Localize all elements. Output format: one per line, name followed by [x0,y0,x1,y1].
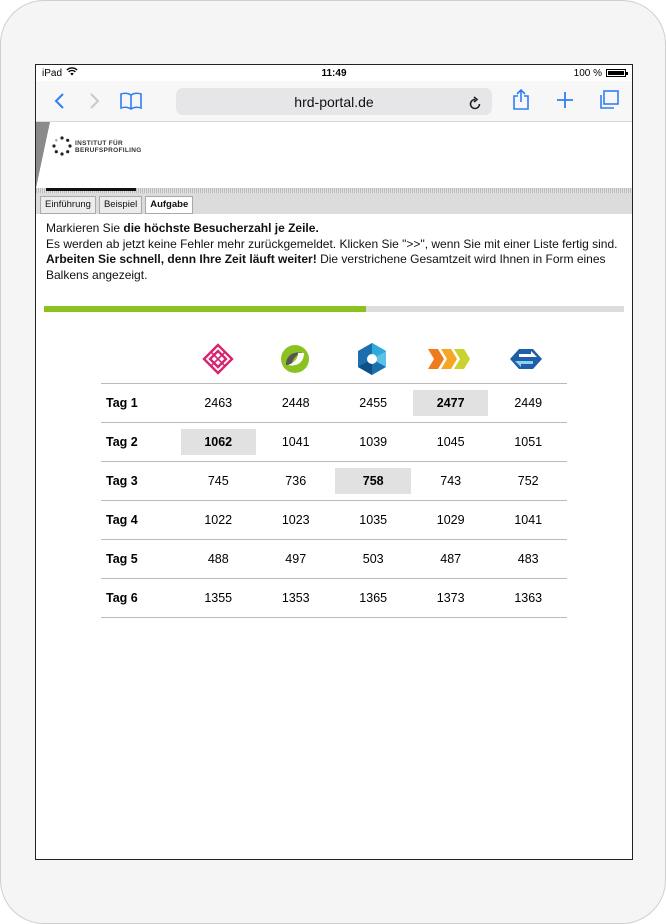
table-row [101,579,567,618]
table-row [101,384,567,423]
visitor-count-cell[interactable] [180,423,257,462]
clock: 11:49 [321,67,347,79]
pink-diamond-logo [179,334,256,383]
visitor-count-cell[interactable] [412,423,489,462]
visitor-count-cell[interactable] [180,462,257,501]
visitor-count-value: 2448 [281,396,310,410]
browser-toolbar [36,81,632,122]
visitor-count-cell[interactable] [489,579,567,618]
visitor-count-value: 1029 [436,513,465,527]
table-row [101,501,567,540]
blue-hexagon-logo [333,334,410,383]
logo-line1: INSTITUT FÜR [75,140,124,147]
visitor-count-cell[interactable] [412,384,489,423]
visitor-count-value: 1041 [514,513,543,527]
visitor-count-cell[interactable] [489,540,567,579]
visitor-count-value: 2463 [204,396,233,410]
visitor-count-value: 488 [207,552,229,566]
visitor-count-value: 503 [362,552,384,566]
visitor-count-value: 1365 [359,591,388,605]
table-row [101,540,567,579]
visitor-count-cell[interactable] [180,540,257,579]
visitor-count-value: 487 [440,552,462,566]
visitor-count-cell[interactable] [412,501,489,540]
visitor-count-value: 483 [517,552,539,566]
dots-ring-icon [52,136,72,156]
new-tab-icon[interactable] [554,89,576,111]
url-text: hrd-portal.de [294,93,374,110]
visitor-count-cell[interactable] [257,579,334,618]
visitor-table [101,383,567,618]
address-bar[interactable] [176,88,492,115]
visitor-count-cell[interactable] [412,579,489,618]
time-progress-bar [44,306,624,312]
visitor-count-value: 1051 [514,435,543,449]
back-icon[interactable] [48,90,70,112]
visitor-count-cell[interactable] [489,462,567,501]
visitor-count-cell[interactable] [334,423,411,462]
visitor-count-cell[interactable] [489,384,567,423]
tabs-overview-icon[interactable] [598,89,620,111]
visitor-count-value: 758 [335,468,410,494]
visitor-count-cell[interactable] [257,462,334,501]
row-label: Tag 4 [101,501,180,540]
visitor-count-cell[interactable] [489,423,567,462]
table-row [101,462,567,501]
visitor-count-value: 1041 [281,435,310,449]
visitor-count-cell[interactable] [180,579,257,618]
battery-icon [606,69,626,77]
visitor-count-cell[interactable] [257,423,334,462]
institute-logo [52,136,142,156]
visitor-count-value: 1353 [281,591,310,605]
logo-line2: BERUFSPROFILING [75,147,142,154]
visitor-count-cell[interactable] [334,462,411,501]
tab-beispiel[interactable]: Beispiel [99,196,142,214]
visitor-count-value: 736 [285,474,307,488]
visitor-count-cell[interactable] [257,501,334,540]
visitor-count-cell[interactable] [412,462,489,501]
task-tabs [36,193,632,214]
visitor-count-value: 1039 [359,435,388,449]
visitor-count-value: 1062 [181,429,256,455]
header-corner [36,122,50,188]
visitor-count-value: 743 [440,474,462,488]
visitor-count-cell[interactable] [334,540,411,579]
visitor-count-value: 1023 [281,513,310,527]
visitor-count-cell[interactable] [334,501,411,540]
instruction-line-1: Markieren Sie die höchste Besucherzahl je Zeile. [46,221,319,235]
row-label: Tag 3 [101,462,180,501]
tab-einfuehrung[interactable]: Einführung [40,196,96,214]
visitor-count-cell[interactable] [489,501,567,540]
visitor-count-cell[interactable] [257,540,334,579]
reload-icon[interactable] [464,93,486,115]
visitor-count-cell[interactable] [180,384,257,423]
visitor-count-value: 497 [285,552,307,566]
row-label: Tag 6 [101,579,180,618]
instructions [36,214,632,283]
visitor-count-cell[interactable] [334,579,411,618]
visitor-count-cell[interactable] [412,540,489,579]
visitor-count-value: 745 [207,474,229,488]
web-page [36,122,632,312]
visitor-count-cell[interactable] [180,501,257,540]
bookmarks-icon[interactable] [120,90,142,112]
visitor-count-value: 2455 [359,396,388,410]
screen [35,64,633,860]
visitor-count-value: 2449 [514,396,543,410]
header-rule [36,188,632,193]
row-label: Tag 1 [101,384,180,423]
row-label: Tag 2 [101,423,180,462]
visitor-count-value: 1363 [514,591,543,605]
visitor-count-value: 1035 [359,513,388,527]
company-logos-row [101,334,569,383]
instruction-line-2: Es werden ab jetzt keine Fehler mehr zurückgemeldet. Klicken Sie ">>", wenn Sie mit einer Liste fertig sind. Arbeiten Sie schnell, denn Ihre Zeit läuft weiter! Die verstrichene Gesamtzeit wird Ihnen in Form eines Balkens angezeigt. [46,236,618,282]
tab-aufgabe[interactable]: Aufgabe [145,196,193,214]
row-label: Tag 5 [101,540,180,579]
blue-arrows-logo [487,334,564,383]
visitor-count-value: 2477 [413,390,488,416]
visitor-count-value: 1373 [436,591,465,605]
device-label: iPad [42,67,63,79]
time-progress-fill [44,306,366,312]
table-row [101,423,567,462]
site-header [36,122,632,188]
status-bar [36,65,632,81]
visitor-count-cell[interactable] [257,384,334,423]
forward-icon[interactable] [84,90,106,112]
visitor-count-value: 1355 [204,591,233,605]
visitor-count-cell[interactable] [334,384,411,423]
visitor-count-value: 1045 [436,435,465,449]
green-swirl-logo [256,334,333,383]
visitor-count-value: 752 [517,474,539,488]
orange-chevrons-logo [410,334,487,383]
visitor-table-area [101,334,569,618]
battery-percent: 100 % [573,67,602,79]
visitor-count-value: 1022 [204,513,233,527]
share-icon[interactable] [510,89,532,111]
